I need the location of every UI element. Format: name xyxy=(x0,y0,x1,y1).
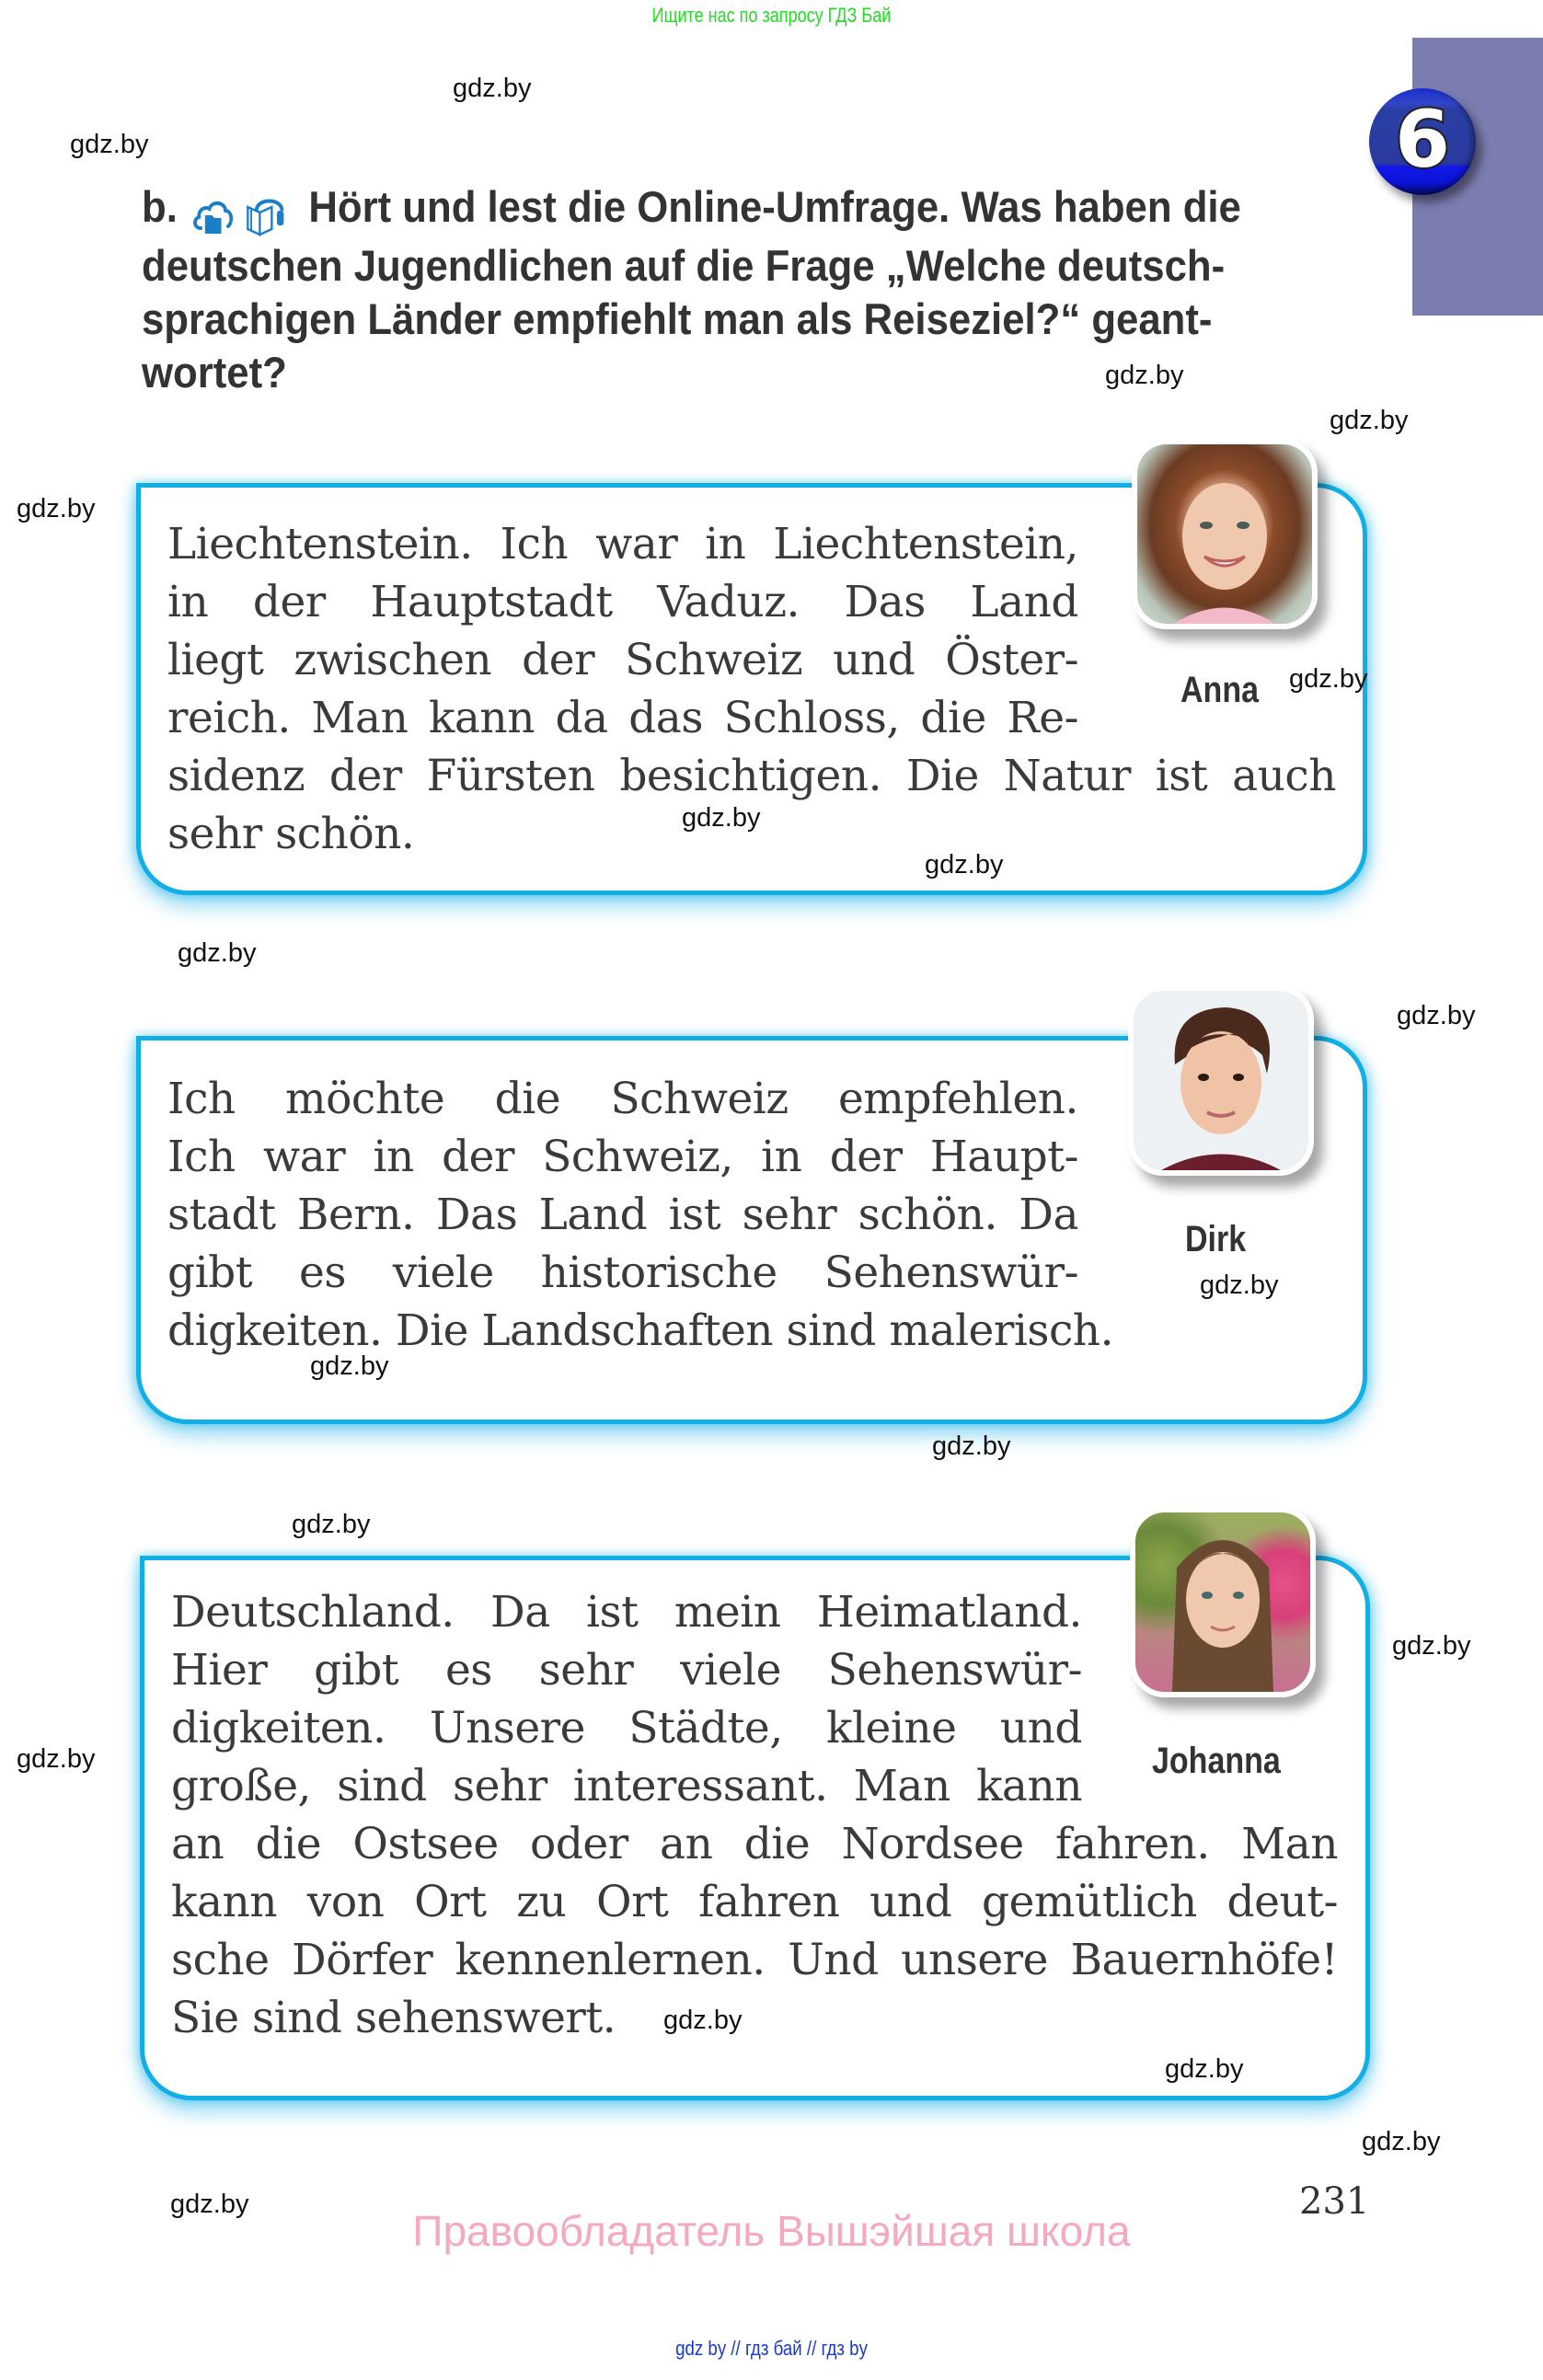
watermark: gdz.by xyxy=(925,850,1004,880)
task-icons xyxy=(192,186,294,239)
portrait-illustration xyxy=(1135,1512,1310,1692)
avatar-dirk xyxy=(1128,985,1314,1176)
cloud-folder-icon xyxy=(192,197,234,236)
watermark: gdz.by xyxy=(70,130,149,159)
watermark: gdz.by xyxy=(932,1431,1011,1461)
watermark: gdz.by xyxy=(682,803,761,833)
watermark: gdz.by xyxy=(1330,406,1409,435)
watermark: gdz.by xyxy=(663,2006,743,2035)
answer-text: Ich möchte die Schweiz empfehlen. Ich war in der Schweiz, in der Haupt- stadt Bern. Das Land ist sehr schön. Da gibt es viele historische Sehenswür- digkeiten. Die Landschaften sind malerisch. xyxy=(167,1074,1114,1356)
avatar-johanna xyxy=(1130,1507,1316,1697)
copyright-notice: Правообладатель Вышэйшая школа xyxy=(412,2207,1131,2255)
watermark: gdz.by xyxy=(1200,1270,1279,1300)
speaker-name-anna: Anna xyxy=(1180,670,1259,710)
watermark: gdz.by xyxy=(178,938,257,968)
answer-text: Deutschland. Da ist mein Heimatland. Hier gibt es sehr viele Sehenswür- digkeiten. Unsere Städte, kleine und große, sind sehr interessant. Man kann an die Ostsee oder an die Nordsee fahren. Man kann von Ort zu Ort fahren und gemütlich deut- sche Dörfer kennenlernen. Und unsere Bauernhöfe! Sie sind sehenswert. xyxy=(171,1587,1338,2043)
watermark: gdz.by xyxy=(1392,1631,1471,1661)
watermark: gdz.by xyxy=(1397,1001,1476,1030)
watermark: gdz.by xyxy=(17,1744,96,1774)
avatar-anna xyxy=(1132,439,1318,629)
watermark: gdz.by xyxy=(1165,2054,1244,2084)
watermark: gdz.by xyxy=(292,1510,371,1539)
watermark: gdz.by xyxy=(17,494,96,523)
answer-text: Liechtenstein. Ich war in Liechtenstein, in der Hauptstadt Vaduz. Das Land liegt zwischen der Schweiz und Öster- reich. Man kann da das Schloss, die Re- sidenz der Fürsten besichtigen. Die Natur ist auch sehr schön. xyxy=(167,519,1336,859)
watermark: gdz.by xyxy=(453,74,532,103)
task-line-3: sprachigen Länder empfiehlt man als Reiseziel?“ geant- xyxy=(142,294,1213,343)
task-label: b. xyxy=(142,182,178,231)
portrait-illustration xyxy=(1134,991,1308,1170)
portrait-illustration xyxy=(1137,444,1312,624)
watermark: gdz.by xyxy=(1362,2127,1441,2156)
watermark: gdz.by xyxy=(310,1351,389,1381)
watermark: gdz.by xyxy=(170,2190,249,2219)
speaker-name-dirk: Dirk xyxy=(1185,1219,1247,1259)
watermark: gdz.by xyxy=(1289,664,1368,694)
speaker-name-johanna: Johanna xyxy=(1152,1741,1281,1781)
task-line-1: b. Hört und lest die Online-Umfrage. Was haben die xyxy=(142,180,1367,239)
search-hint: Ищите нас по запросу ГДЗ Бай xyxy=(651,4,892,27)
chapter-number: 6 xyxy=(1395,94,1450,186)
chapter-badge xyxy=(1369,88,1476,195)
footer-links[interactable]: gdz by // гдз бай // гдз by xyxy=(675,2337,868,2360)
book-headphones-icon xyxy=(245,196,294,236)
watermark: gdz.by xyxy=(1105,361,1184,390)
task-line-4: wortet? xyxy=(142,348,287,397)
page-number: 231 xyxy=(1299,2180,1370,2223)
task-line-2: deutschen Jugendlichen auf die Frage „Welche deutsch- xyxy=(142,241,1226,290)
